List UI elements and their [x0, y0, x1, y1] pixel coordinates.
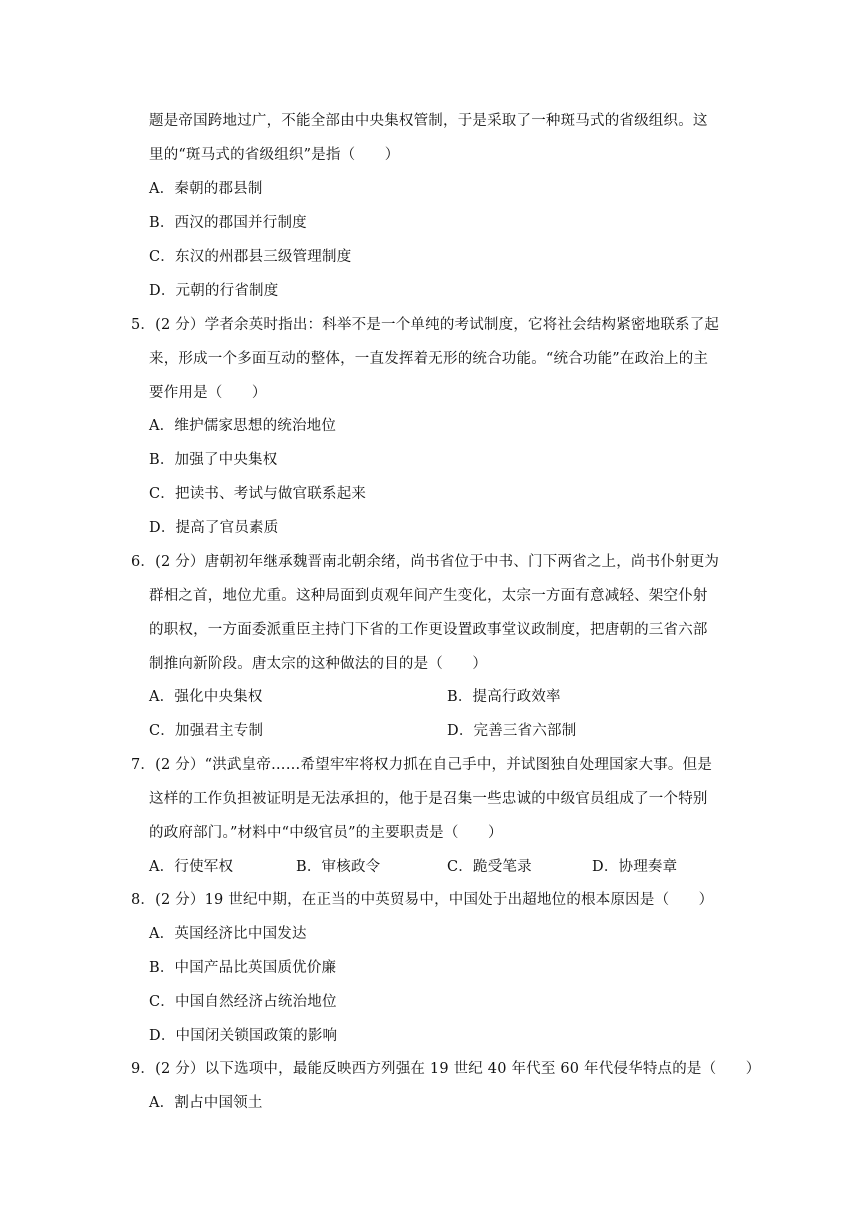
q4-option-c: C．东汉的州郡县三级管理制度	[149, 249, 352, 265]
q7-option-d: D．协理奏章	[592, 859, 678, 875]
q4-option-b: B．西汉的郡国并行制度	[149, 215, 307, 231]
q7-option-b: B．审核政令	[296, 859, 381, 875]
q9-stem-line-1: 9．(2 分）以下选项中，最能反映西方列强在 19 世纪 40 年代至 60 年代侵华特点的是（ ）	[131, 1061, 761, 1077]
q6-option-c: C．加强君主专制	[149, 723, 264, 739]
q6-stem-line-4: 制推向新阶段。唐太宗的这种做法的目的是（ ）	[149, 656, 488, 672]
q8-option-b: B．中国产品比英国质优价廉	[149, 960, 337, 976]
q4-option-a: A．秦朝的郡县制	[149, 181, 263, 197]
q6-option-d: D．完善三省六部制	[447, 723, 577, 739]
q4-stem-line-2: 里的“斑马式的省级组织”是指（ ）	[149, 147, 400, 163]
q7-option-c: C．跪受笔录	[447, 859, 532, 875]
q7-option-a: A．行使军权	[149, 859, 234, 875]
q5-stem-line-1: 5．(2 分）学者余英时指出：科举不是一个单纯的考试制度，它将社会结构紧密地联系了起	[131, 317, 720, 333]
q5-stem-line-2: 来，形成一个多面互动的整体，一直发挥着无形的统合功能。“统合功能”在政治上的主	[149, 351, 709, 367]
q4-stem-line-1: 题是帝国跨地过广，不能全部由中央集权管制，于是采取了一种斑马式的省级组织。这	[149, 113, 708, 129]
q6-option-a: A．强化中央集权	[149, 689, 263, 705]
q6-option-b: B．提高行政效率	[447, 689, 561, 705]
q5-option-c: C．把读书、考试与做官联系起来	[149, 486, 367, 502]
q7-stem-line-1: 7．(2 分）“洪武皇帝……希望牢牢将权力抓在自己手中，并试图独自处理国家大事。但是	[131, 757, 713, 773]
q5-stem-line-3: 要作用是（ ）	[149, 385, 267, 401]
q5-option-a: A．维护儒家思想的统治地位	[149, 418, 337, 434]
q4-option-d: D．元朝的行省制度	[149, 283, 279, 299]
q9-option-a: A．割占中国领土	[149, 1095, 263, 1111]
q8-option-a: A．英国经济比中国发达	[149, 926, 307, 942]
q8-option-c: C．中国自然经济占统治地位	[149, 994, 337, 1010]
q5-option-b: B．加强了中央集权	[149, 452, 278, 468]
q7-stem-line-2: 这样的工作负担被证明是无法承担的，他于是召集一些忠诚的中级官员组成了一个特别	[149, 791, 708, 807]
q8-option-d: D．中国闭关锁国政策的影响	[149, 1028, 338, 1044]
q8-stem-line-1: 8．(2 分）19 世纪中期，在正当的中英贸易中，中国处于出超地位的根本原因是（ ）	[131, 892, 714, 908]
q5-option-d: D．提高了官员素质	[149, 520, 279, 536]
q6-stem-line-1: 6．(2 分）唐朝初年继承魏晋南北朝余绪，尚书省位于中书、门下两省之上，尚书仆射更为	[131, 554, 720, 570]
q6-stem-line-3: 的职权，一方面委派重臣主持门下省的工作更设置政事堂议政制度，把唐朝的三省六部	[149, 622, 708, 638]
q6-stem-line-2: 群相之首，地位尤重。这种局面到贞观年间产生变化，太宗一方面有意减轻、架空仆射	[149, 588, 708, 604]
q7-stem-line-3: 的政府部门。”材料中“中级官员”的主要职责是（ ）	[149, 825, 503, 841]
